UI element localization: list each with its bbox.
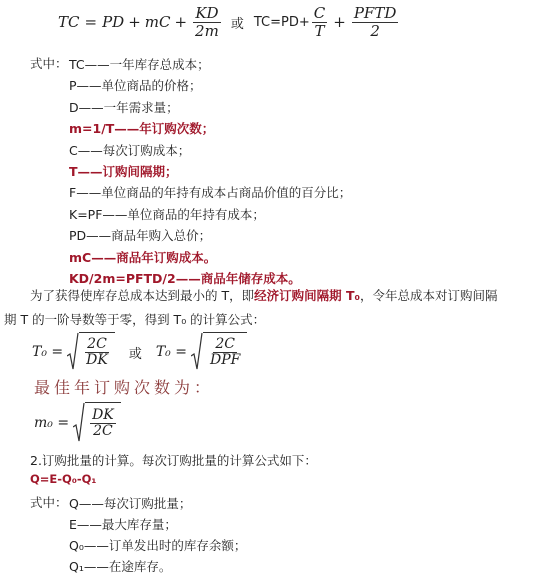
formula-plus: + — [174, 13, 188, 31]
definition-item-highlight: T——订购间隔期； — [69, 164, 178, 180]
fraction-pftd-2 — [352, 5, 399, 39]
fraction-numerator: KD — [195, 4, 219, 22]
formula-alt-lhs: TC=PD+ — [253, 14, 310, 30]
paragraph-highlight: 经济订购间隔期 T₀ — [254, 288, 360, 303]
definition-item-highlight: mC——商品年订购成本。 — [69, 249, 217, 265]
definition-item: TC——一年库存总成本； — [69, 57, 210, 72]
fraction-dk-2c — [90, 408, 116, 440]
square-root — [67, 332, 115, 372]
fraction-denominator: DK — [86, 352, 108, 368]
section-2-list — [69, 493, 246, 577]
definition-item: Q——每次订购批量； — [69, 496, 192, 511]
formula-plus: + — [333, 13, 346, 31]
order-count-formula — [34, 402, 121, 444]
formula-m0: m₀ = — [34, 415, 70, 431]
total-cost-formula — [58, 2, 400, 42]
fraction-numerator: 2C — [215, 335, 235, 352]
fraction-kd-2m — [193, 5, 221, 39]
fraction-2c-dpf — [208, 337, 242, 369]
or-word: 或 — [128, 346, 142, 362]
paragraph-text: ，令年总成本对订购间隔 — [359, 288, 498, 303]
fraction-numerator: 2C — [87, 335, 107, 352]
definition-item: E——最大库存量； — [69, 517, 177, 532]
or-word: 或 — [230, 16, 244, 32]
formula-tc: TC — [58, 13, 80, 31]
batch-formula: Q=E-Q₀-Q₁ — [30, 472, 97, 486]
fraction-numerator: C — [313, 4, 326, 22]
fraction-2c-dk — [84, 337, 110, 369]
fraction-denominator: DPF — [209, 352, 241, 368]
fraction-denominator: 2m — [195, 21, 219, 40]
definition-item: PD——商品年购入总价； — [69, 228, 212, 244]
fraction-numerator: PFTD — [353, 4, 397, 22]
definition-item: Q₀——订单发出时的库存余额； — [69, 538, 247, 553]
definition-item-highlight: KD/2m=PFTD/2——商品年储存成本。 — [69, 271, 301, 287]
formula-eq: = — [84, 13, 98, 31]
square-root — [73, 402, 121, 444]
definition-item: D——一年需求量； — [69, 99, 179, 115]
interval-formula — [32, 332, 247, 372]
fraction-denominator: 2 — [370, 21, 380, 40]
section-2-title: 2.订购批量的计算。每次订购批量的计算公式如下： — [30, 453, 317, 468]
definition-item: C——每次订购成本； — [69, 142, 191, 158]
formula-mc: mC — [144, 13, 171, 31]
fraction-c-t — [312, 5, 327, 39]
paragraph-text: 为了获得使库存总成本达到最小的 T，即 — [30, 288, 255, 303]
definition-item: K=PF——单位商品的年持有成本； — [69, 206, 265, 222]
derivation-paragraph — [4, 284, 498, 332]
definitions-list — [69, 54, 351, 289]
paragraph-line2: 期 T 的一阶导数等于零，得到 T₀ 的计算公式： — [4, 312, 266, 327]
fraction-denominator: T — [314, 21, 325, 40]
formula-pd: PD — [102, 13, 125, 31]
section-2-intro: 式中： — [30, 495, 68, 510]
fraction-denominator: 2C — [93, 423, 113, 439]
definition-item: F——单位商品的年持有成本占商品价值的百分比； — [69, 185, 352, 201]
formula-t0: T₀ = — [155, 344, 187, 360]
definition-item: P——单位商品的价格； — [69, 78, 202, 94]
definitions-intro: 式中： — [30, 56, 68, 71]
formula-t0: T₀ = — [32, 344, 64, 360]
best-order-count-title: 最佳年订购次数为： — [34, 378, 215, 397]
fraction-numerator: DK — [92, 406, 114, 423]
formula-plus: + — [128, 13, 141, 31]
definition-item-highlight: m=1/T——年订购次数； — [69, 121, 215, 137]
square-root — [191, 332, 247, 372]
definition-item: Q₁——在途库存。 — [69, 559, 172, 574]
